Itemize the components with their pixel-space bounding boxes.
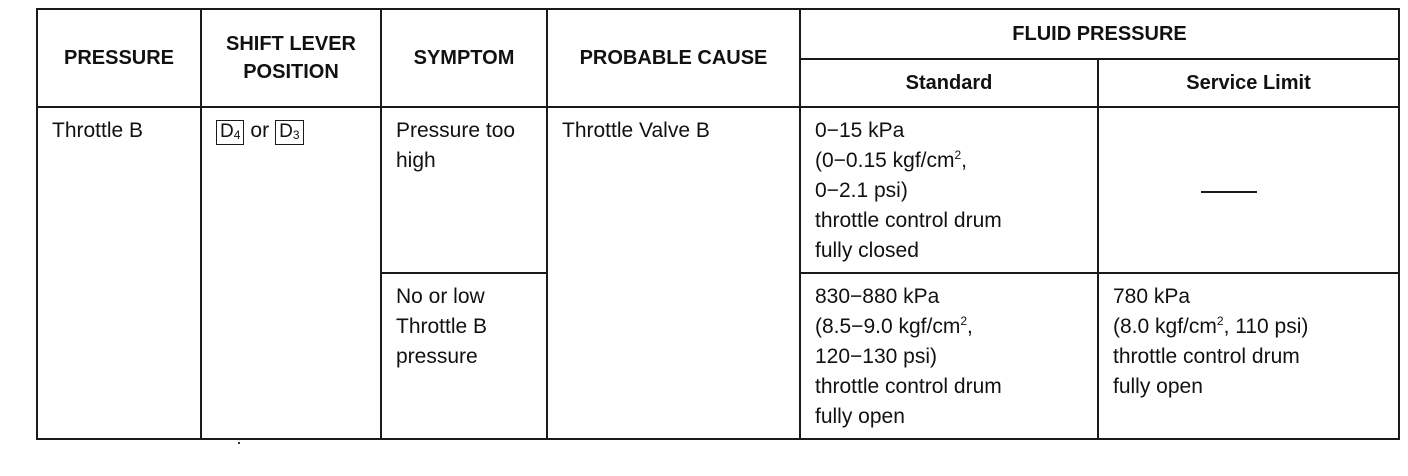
d4-key-letter: D <box>220 121 234 142</box>
scan-speck <box>238 442 240 444</box>
service-limit-line: throttle control drum <box>1113 345 1300 368</box>
d4-key-sub: 4 <box>233 128 241 142</box>
dash-line <box>1201 191 1257 193</box>
or-text: or <box>250 119 270 142</box>
probable-cause-value: Throttle Valve B <box>562 119 710 142</box>
header-standard: Standard <box>800 59 1098 107</box>
header-shift-lever-line1: SHIFT LEVER <box>225 33 356 55</box>
standard-line: fully open <box>815 405 905 428</box>
standard-line: 120−130 psi) <box>815 345 938 368</box>
cell-symptom-low <box>381 273 547 439</box>
d4-key-icon <box>216 120 244 145</box>
cell-probable-cause <box>547 107 800 439</box>
symptom-line: pressure <box>396 345 478 368</box>
cell-symptom-high <box>381 107 547 273</box>
symptom-line: No or low <box>396 285 485 308</box>
header-shift-lever-line2: POSITION <box>243 61 339 83</box>
header-shift-lever-position <box>201 9 381 107</box>
symptom-line: high <box>396 149 436 172</box>
cell-standard-high <box>800 107 1098 273</box>
d3-key-letter: D <box>279 121 293 142</box>
fluid-pressure-table <box>36 8 1400 440</box>
cell-standard-low <box>800 273 1098 439</box>
cell-shift-lever <box>201 107 381 439</box>
header-fluid-pressure: FLUID PRESSURE <box>800 9 1399 59</box>
header-row-top <box>37 9 1399 59</box>
header-probable-cause: PROBABLE CAUSE <box>547 9 800 107</box>
cell-service-limit-high <box>1098 107 1399 273</box>
standard-line: 830−880 kPa <box>815 285 940 308</box>
standard-line: fully closed <box>815 239 919 262</box>
header-pressure: PRESSURE <box>37 9 201 107</box>
d3-key-icon <box>275 120 303 145</box>
symptom-line: Pressure too <box>396 119 516 142</box>
standard-line: throttle control drum <box>815 375 1002 398</box>
standard-line: 0−2.1 psi) <box>815 179 908 202</box>
standard-line: throttle control drum <box>815 209 1002 232</box>
table-row <box>37 107 1399 273</box>
standard-line: 0−15 kPa <box>815 119 905 142</box>
cell-pressure <box>37 107 201 439</box>
standard-line: (8.5−9.0 kgf/$cm^2$, <box>815 314 973 338</box>
header-symptom: SYMPTOM <box>381 9 547 107</box>
pressure-value: Throttle B <box>52 119 144 142</box>
service-limit-line: (8.0 kgf/$cm^2$, 110 psi) <box>1113 314 1309 338</box>
service-limit-line: 780 kPa <box>1113 285 1191 308</box>
symptom-line: Throttle B <box>396 315 488 338</box>
cell-service-limit-low <box>1098 273 1399 439</box>
d3-key-sub: 3 <box>292 128 300 142</box>
service-limit-line: fully open <box>1113 375 1203 398</box>
standard-line: (0−0.15 kgf/$cm^2$, <box>815 148 968 172</box>
header-service-limit: Service Limit <box>1098 59 1399 107</box>
